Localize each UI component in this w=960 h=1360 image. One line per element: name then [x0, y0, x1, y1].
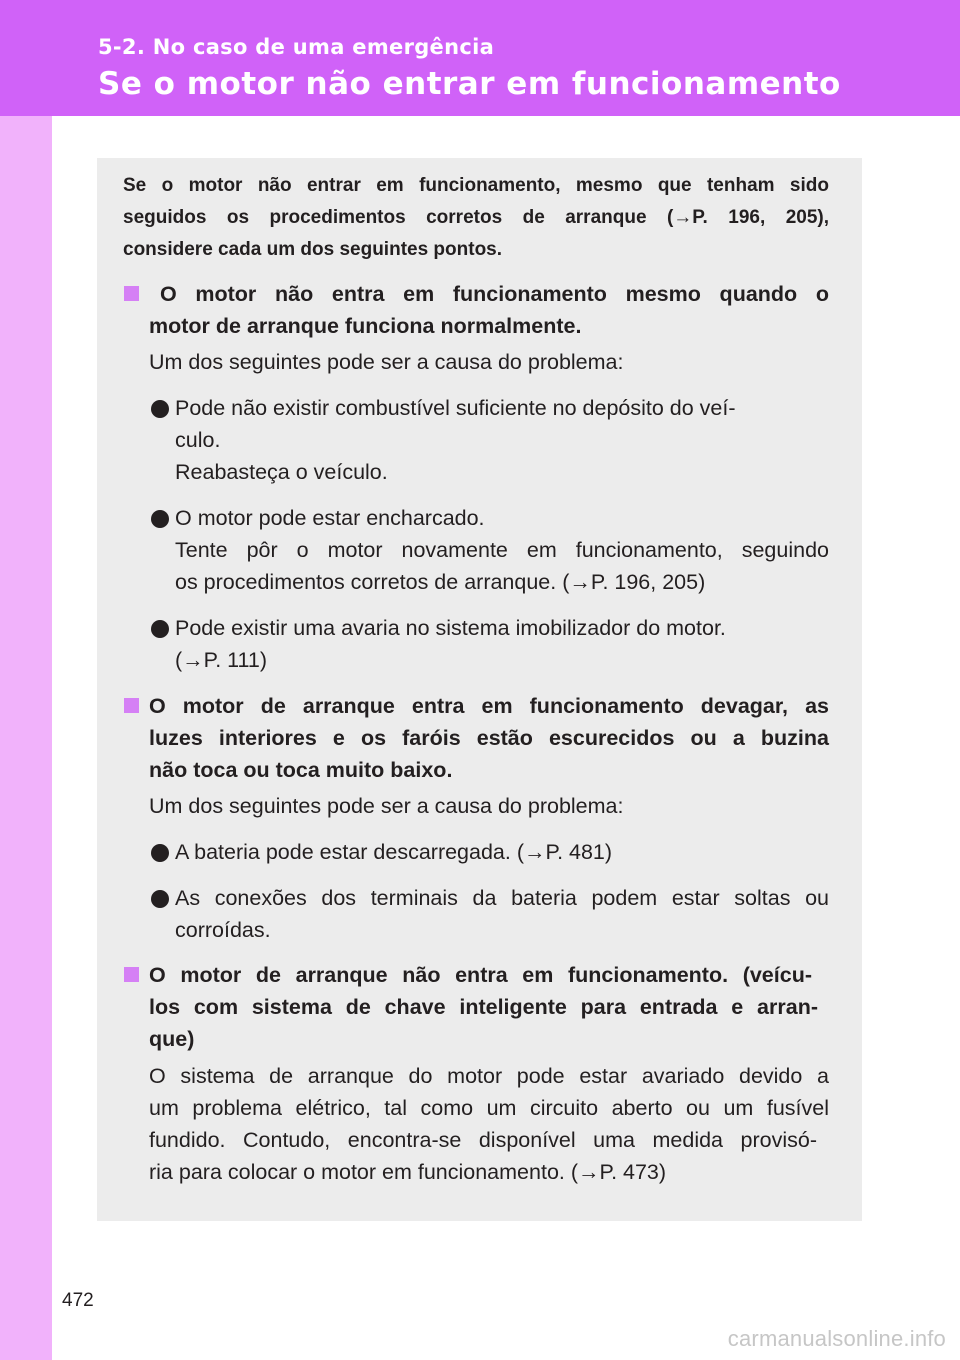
section-marker-icon [124, 967, 139, 982]
page-header [0, 0, 960, 116]
section-2-lead: Um dos seguintes pode ser a causa do problema: [149, 794, 624, 818]
section-2-bullet-2-line-2: corroídas. [175, 918, 271, 942]
intro-line-1: Se o motor não entrar em funcionamento, mesmo que tenham sido [123, 175, 829, 196]
section-label: 5-2. No caso de uma emergência [98, 35, 495, 59]
bullet-dot-icon [151, 620, 169, 638]
section-3-heading-line-2: los com sistema de chave inteligente para entrada e arran- [149, 995, 818, 1019]
section-1-bullet-1-line-1: Pode não existir combustível suficiente no depósito do veí- [175, 396, 736, 420]
section-2-bullet-1: A bateria pode estar descarregada. (→P. 481) [175, 840, 613, 864]
section-3-paragraph-line-1: O sistema de arranque do motor pode estar avariado devido a [149, 1064, 829, 1088]
page-title: Se o motor não entrar em funcionamento [98, 66, 841, 102]
watermark: carmanualsonline.info [727, 1326, 946, 1351]
section-1-bullet-3-line-1: Pode existir uma avaria no sistema imobilizador do motor. [175, 616, 726, 640]
section-1-bullet-1-line-3: Reabasteça o veículo. [175, 460, 388, 484]
page-number: 472 [62, 1290, 94, 1311]
section-1-lead: Um dos seguintes pode ser a causa do problema: [149, 350, 624, 374]
section-3-heading-line-3: que) [149, 1027, 195, 1051]
section-marker-icon [124, 698, 139, 713]
section-2-heading-line-3: não toca ou toca muito baixo. [149, 758, 453, 782]
left-color-strip [0, 0, 52, 1360]
bullet-dot-icon [151, 844, 169, 862]
section-2-heading-line-1: O motor de arranque entra em funcionamento devagar, as [149, 694, 829, 718]
intro-line-2: seguidos os procedimentos corretos de arranque (→P. 196, 205), [123, 207, 829, 228]
section-2-heading-line-2: luzes interiores e os faróis estão escurecidos ou a buzina [149, 726, 829, 750]
bullet-dot-icon [151, 510, 169, 528]
section-1-heading-line-2: motor de arranque funciona normalmente. [149, 314, 582, 338]
section-1-bullet-2-line-3: os procedimentos corretos de arranque. (→P. 196, 205) [175, 570, 706, 594]
section-1-bullet-1-line-2: culo. [175, 428, 221, 452]
section-3-paragraph-line-4: ria para colocar o motor em funcionamento. (→P. 473) [149, 1160, 667, 1184]
section-1-heading-line-1: O motor não entra em funcionamento mesmo quando o [160, 282, 829, 306]
bullet-dot-icon [151, 890, 169, 908]
section-1-bullet-3-line-2: (→P. 111) [175, 648, 268, 672]
section-1-bullet-2-line-2: Tente pôr o motor novamente em funcionamento, seguindo [175, 538, 829, 562]
bullet-dot-icon [151, 400, 169, 418]
section-1-bullet-2-line-1: O motor pode estar encharcado. [175, 506, 485, 530]
section-2-bullet-2-line-1: As conexões dos terminais da bateria podem estar soltas ou [175, 886, 829, 910]
intro-line-3: considere cada um dos seguintes pontos. [123, 239, 503, 260]
section-3-paragraph-line-3: fundido. Contudo, encontra-se disponível uma medida provisó- [149, 1128, 817, 1152]
section-3-paragraph-line-2: um problema elétrico, tal como um circuito aberto ou um fusível [149, 1096, 829, 1120]
section-3-heading-line-1: O motor de arranque não entra em funcionamento. (veícu- [149, 963, 812, 987]
section-marker-icon [124, 286, 139, 301]
